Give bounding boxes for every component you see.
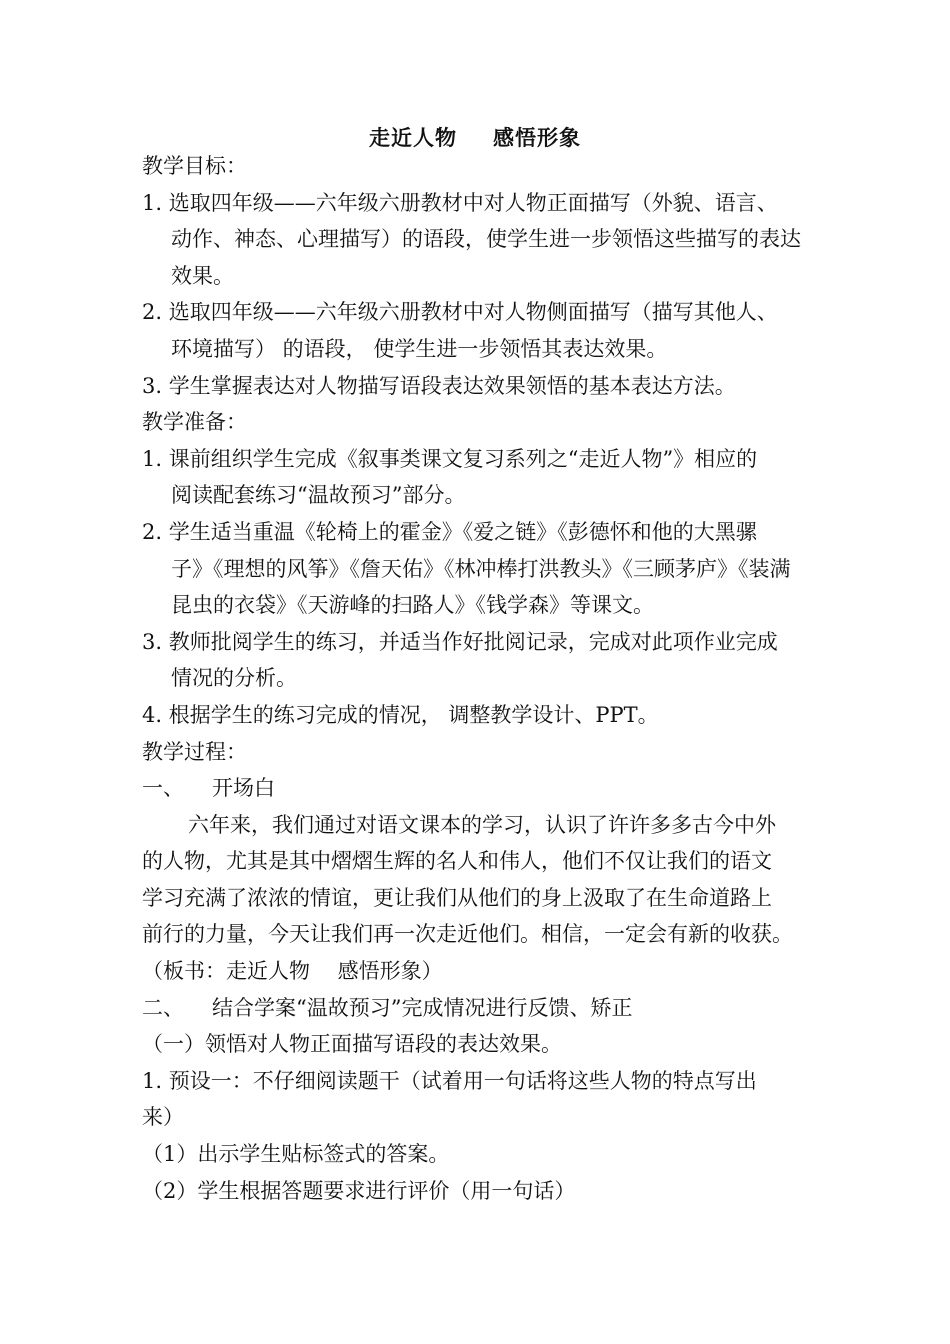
objective-item-1 [142, 185, 812, 295]
opening-paragraph [142, 807, 812, 953]
paragraph-line-2: 的人物，尤其是其中熠熠生辉的名人和伟人，他们不仅让我们的语文 [142, 849, 772, 874]
step-1: （1）出示学生贴标签式的答案。 [142, 1142, 450, 1167]
board-note: （板书：走近人物 感悟形象） [142, 959, 443, 984]
document-body [142, 148, 812, 1209]
preparation-2-line-1: 2. 学生适当重温《轮椅上的霍金》《爱之链》《彭德怀和他的大黑骡 [142, 519, 757, 544]
paragraph-line-3: 学习充满了浓浓的情谊，更让我们从他们的身上汲取了在生命道路上 [142, 885, 772, 910]
objective-item-3 [142, 368, 812, 405]
preparation-2-line-2: 子》《理想的风筝》《詹天佑》《林冲棒打洪教头》《三顾茅庐》《装满 [171, 556, 791, 581]
section-1-title: 开场白 [212, 776, 275, 801]
objective-1-line-3: 效果。 [171, 263, 234, 288]
preparation-1-line-1: 1. 课前组织学生完成《叙事类课文复习系列之“走近人物”》相应的 [142, 446, 758, 471]
objective-1-line-2: 动作、神态、心理描写）的语段，使学生进一步领悟这些描写的表达 [171, 227, 801, 252]
process-heading: 教学过程： [142, 739, 247, 764]
preset-1-line-1: 1. 预设一：不仔细阅读题干（试着用一句话将这些人物的特点写出 [142, 1068, 757, 1093]
preparation-item-2 [142, 514, 812, 624]
preset-1 [142, 1063, 812, 1136]
preparation-heading: 教学准备： [142, 410, 247, 435]
section-2-title: 结合学案“温故预习”完成情况进行反馈、矫正 [212, 995, 633, 1020]
preparation-4-line-1: 4. 根据学生的练习完成的情况， 调整教学设计、PPT。 [142, 702, 659, 727]
objective-item-2 [142, 294, 812, 367]
preparation-3-line-1: 3. 教师批阅学生的练习，并适当作好批阅记录，完成对此项作业完成 [142, 629, 778, 654]
paragraph-line-1: 六年来，我们通过对语文课本的学习，认识了许许多多古今中外 [188, 812, 776, 837]
section-1-number: 一、 [142, 776, 184, 801]
section-2-heading [142, 990, 812, 1027]
objective-3-line-1: 3. 学生掌握表达对人物描写语段表达效果领悟的基本表达方法。 [142, 373, 736, 398]
objective-1-line-1: 1. 选取四年级——六年级六册教材中对人物正面描写（外貌、语言、 [142, 190, 778, 215]
objective-2-line-1: 2. 选取四年级——六年级六册教材中对人物侧面描写（描写其他人、 [142, 300, 778, 325]
section-1-heading [142, 770, 812, 807]
preparation-item-4 [142, 697, 812, 734]
paragraph-line-4: 前行的力量，今天让我们再一次走近他们。相信，一定会有新的收获。 [142, 922, 793, 947]
objective-2-line-2: 环境描写） 的语段， 使学生进一步领悟其表达效果。 [171, 336, 668, 361]
preparation-2-line-3: 昆虫的衣袋》《天游峰的扫路人》《钱学森》等课文。 [171, 593, 654, 618]
preparation-item-3 [142, 624, 812, 697]
objectives-heading: 教学目标： [142, 154, 247, 178]
preparation-3-line-2: 情况的分析。 [171, 666, 297, 691]
step-2: （2）学生根据答题要求进行评价（用一句话） [142, 1178, 576, 1203]
preparation-1-line-2: 阅读配套练习“温故预习”部分。 [171, 483, 466, 508]
section-2-number: 二、 [142, 995, 184, 1020]
title-part-1: 走近人物 [369, 126, 457, 150]
title-part-2: 感悟形象 [493, 126, 581, 150]
subsection-1-heading: （一）领悟对人物正面描写语段的表达效果。 [142, 1032, 562, 1057]
preset-1-line-2: 来） [142, 1105, 184, 1130]
preparation-item-1 [142, 441, 812, 514]
